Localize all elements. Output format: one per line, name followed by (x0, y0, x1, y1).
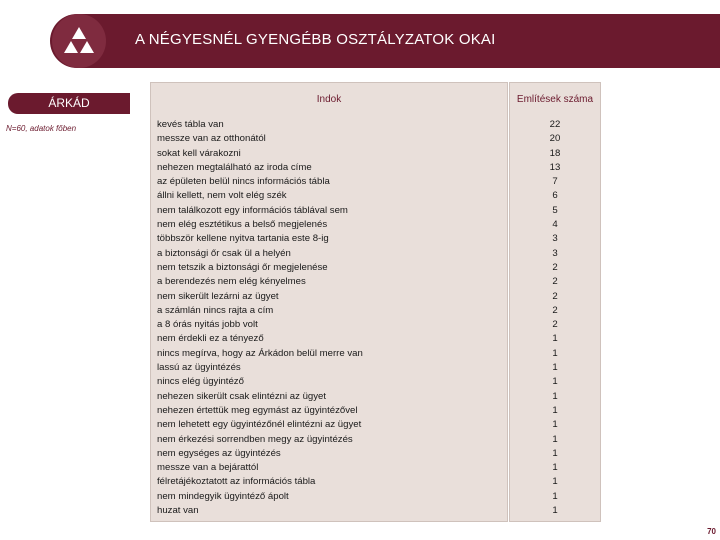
count-cell: 4 (552, 219, 558, 231)
reason-cell: nem elég esztétikus a belső megjelenés (157, 219, 328, 231)
count-cell: 2 (552, 304, 558, 316)
reason-cell: állni kellett, nem volt elég szék (157, 190, 287, 202)
reason-cell: félretájékoztatott az információs tábla (157, 476, 316, 488)
page-number: 70 (707, 527, 716, 536)
count-cell: 2 (552, 319, 558, 331)
count-cell: 6 (552, 190, 558, 202)
count-cell: 1 (552, 447, 558, 459)
reason-cell: nem lehetett egy ügyintézőnél elintézni az ügyet (157, 419, 362, 431)
reason-cell: messze van az otthonától (157, 133, 266, 145)
reason-list (157, 118, 507, 518)
count-cell: 1 (552, 433, 558, 445)
count-cell: 1 (552, 505, 558, 517)
reason-cell: huzat van (157, 505, 199, 517)
reason-cell: kevés tábla van (157, 119, 224, 130)
reason-cell: az épületen belül nincs információs tábla (157, 176, 330, 188)
count-cell: 2 (552, 276, 558, 288)
count-column-header: Említések száma (516, 94, 594, 105)
reason-cell: nem sikerült lezárni az ügyet (157, 290, 279, 302)
count-cell: 7 (552, 176, 558, 188)
count-cell: 1 (552, 419, 558, 431)
count-cell: 1 (552, 347, 558, 359)
count-cell: 2 (552, 261, 558, 273)
reason-column-header: Indok (316, 94, 342, 105)
reason-cell: sokat kell várakozni (157, 147, 241, 159)
sample-note: N=60, adatok főben (6, 124, 77, 133)
count-cell: 1 (552, 376, 558, 388)
triangle-logo-icon (52, 14, 106, 68)
count-cell: 5 (552, 204, 558, 216)
count-cell: 1 (552, 333, 558, 345)
count-cell: 20 (549, 133, 561, 145)
reason-cell: nincs elég ügyintéző (157, 376, 244, 388)
reason-cell: nehezen sikerült csak elintézni az ügyet (157, 390, 327, 402)
reason-cell: a 8 órás nyitás jobb volt (157, 319, 258, 331)
count-cell: 1 (552, 404, 558, 416)
location-label: ÁRKÁD (8, 93, 130, 114)
page-title: A NÉGYESNÉL GYENGÉBB OSZTÁLYZATOK OKAI (135, 31, 496, 48)
reason-cell: lassú az ügyintézés (157, 362, 241, 374)
reason-cell: a számlán nincs rajta a cím (157, 304, 274, 316)
reason-cell: nem találkozott egy információs táblával sem (157, 204, 348, 216)
count-cell: 18 (549, 147, 561, 159)
reason-cell: nem tetszik a biztonsági őr megjelenése (157, 261, 328, 273)
count-cell: 3 (552, 247, 558, 259)
count-cell: 1 (552, 462, 558, 474)
reason-cell: nehezen értettük meg egymást az ügyintézővel (157, 404, 358, 416)
reason-cell: többször kellene nyitva tartania este 8-ig (157, 233, 329, 245)
reason-cell: nem egységes az ügyintézés (157, 447, 281, 459)
count-cell: 13 (549, 161, 561, 173)
reason-cell: a biztonsági őr csak ül a helyén (157, 247, 291, 259)
reason-cell: nem mindegyik ügyintéző ápolt (157, 490, 289, 502)
count-cell: 1 (552, 362, 558, 374)
count-cell: 22 (549, 119, 561, 130)
reason-cell: a berendezés nem elég kényelmes (157, 276, 306, 288)
count-cell: 3 (552, 233, 558, 245)
reason-cell: nem érkezési sorrendben megy az ügyintézés (157, 433, 353, 445)
reason-cell: nehezen megtalálható az iroda címe (157, 161, 312, 173)
reason-cell: nem érdekli ez a tényező (157, 333, 264, 345)
count-cell: 1 (552, 390, 558, 402)
reason-cell: nincs megírva, hogy az Árkádon belül merre van (157, 347, 363, 359)
count-cell: 2 (552, 290, 558, 302)
count-cell: 1 (552, 476, 558, 488)
count-list (509, 118, 601, 518)
reason-cell: messze van a bejárattól (157, 462, 259, 474)
count-cell: 1 (552, 490, 558, 502)
